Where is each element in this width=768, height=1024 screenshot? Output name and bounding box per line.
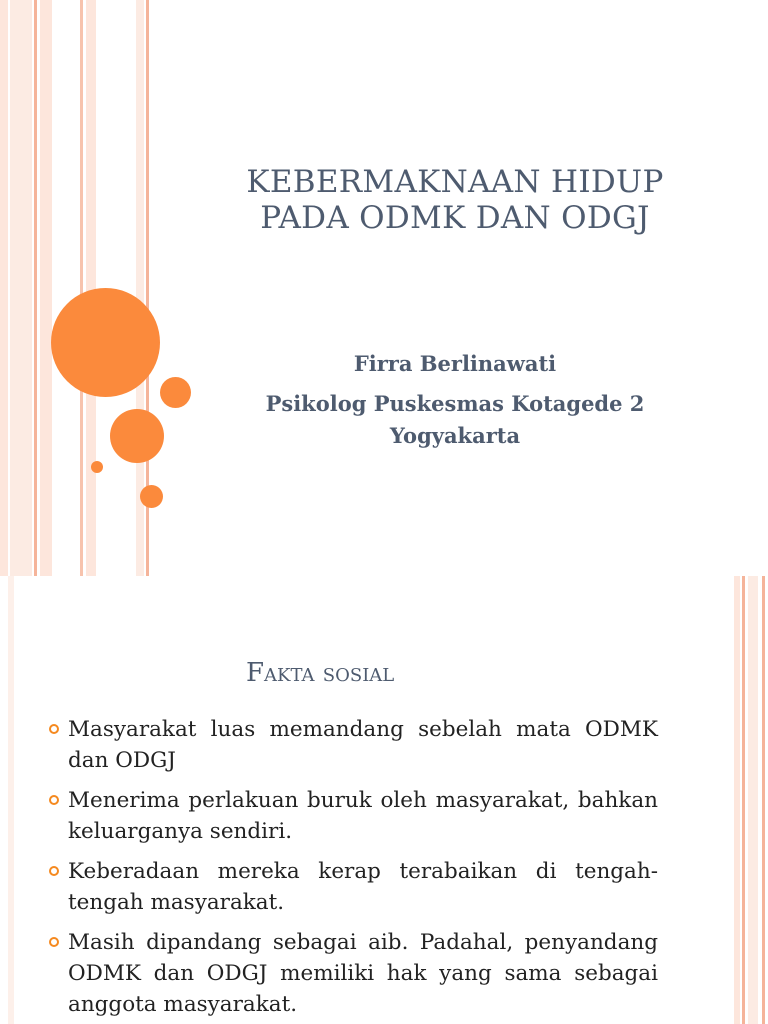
slide-heading: Fakta sosial	[246, 658, 395, 688]
presenter-role-line-2: Yogyakarta	[389, 423, 521, 448]
bullet-text: Masyarakat luas memandang sebelah mata ODMK dan ODGJ	[68, 717, 658, 773]
circle-outline-icon	[49, 795, 59, 805]
circle-decoration	[91, 461, 103, 473]
stripe-decoration	[10, 0, 32, 576]
content-slide	[0, 576, 768, 1024]
circle-decoration	[110, 409, 164, 463]
stripe-decoration	[8, 576, 14, 1024]
slide-title	[210, 164, 700, 236]
title-line-1: KEBERMAKNAAN HIDUP	[246, 164, 664, 200]
large-circle-decoration	[51, 288, 160, 397]
circle-outline-icon	[49, 937, 59, 947]
list-item	[46, 927, 658, 1020]
list-item	[46, 785, 658, 847]
circle-decoration	[160, 377, 191, 408]
bullet-text: Menerima perlakuan buruk oleh masyarakat, bahkan keluarganya sendiri.	[68, 788, 658, 844]
presenter-role-line-1: Psikolog Puskesmas Kotagede 2	[265, 391, 645, 416]
stripe-decoration	[40, 0, 52, 576]
bullet-list	[46, 714, 658, 1024]
circle-outline-icon	[49, 866, 59, 876]
stripe-decoration	[762, 576, 765, 1024]
circle-decoration	[140, 485, 163, 508]
stripe-decoration	[0, 0, 8, 576]
title-line-2: PADA ODMK DAN ODGJ	[260, 200, 650, 236]
stripe-decoration	[734, 576, 740, 1024]
list-item	[46, 856, 658, 918]
stripe-decoration	[748, 576, 758, 1024]
circle-outline-icon	[49, 724, 59, 734]
slide-subtitle	[220, 348, 690, 452]
stripe-decoration	[80, 0, 83, 576]
bullet-text: Keberadaan mereka kerap terabaikan di tengah-tengah masyarakat.	[68, 859, 658, 915]
bullet-text: Masih dipandang sebagai aib. Padahal, penyandang ODMK dan ODGJ memiliki hak yang sama sebagai anggota masyarakat.	[68, 930, 658, 1017]
list-item	[46, 714, 658, 776]
presenter-name: Firra Berlinawati	[353, 351, 557, 376]
stripe-decoration	[34, 0, 37, 576]
stripe-decoration	[742, 576, 745, 1024]
